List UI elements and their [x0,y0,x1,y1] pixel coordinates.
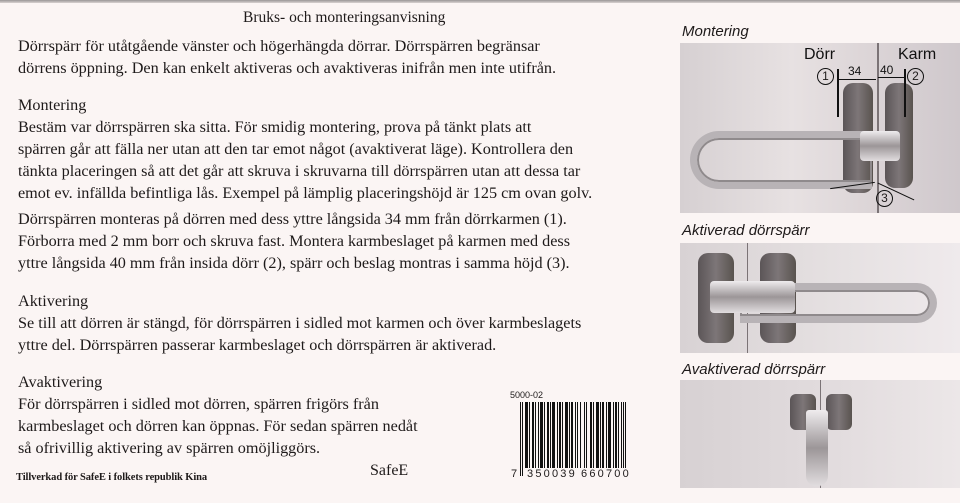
barcode-bars [520,402,638,476]
intro-line: dörrens öppning. Den kan enkelt aktiveras och avaktiveras inifrån men inte utifrån. [18,59,557,77]
door-label: Dörr [804,46,836,63]
intro-line: Dörrspärr för utåtgående vänster och högerhängda dörrar. Dörrspärren begränsar [18,37,540,55]
dimension-40: 40 [880,63,894,77]
deactivated-photo [680,380,960,488]
section-aktivering [18,290,581,356]
paragraph-line: yttre långsida 40 mm från insida dörr (2), spärr och beslag montras i samma höjd (3). [18,254,570,272]
door-frame-seam [877,43,879,213]
section-montering [18,94,592,204]
dimension-line [878,77,904,78]
paragraph-line: så ofrivillig aktivering av spärren omöjliggörs. [18,439,321,457]
mounting-photo [680,43,960,213]
article-code: 5000-02 [510,390,544,400]
figure-label-montering: Montering [682,23,749,40]
marker-3: 3 [876,190,893,207]
paragraph-line: Dörrspärren monteras på dörren med dess yttre långsida 34 mm från dörrkarmen (1). [18,210,567,228]
section-heading: Montering [18,96,87,114]
section-montering-details [18,208,570,274]
frame-plate [826,394,852,430]
paragraph-line: karmbeslaget och dörren kan öppnas. För sedan spärren nedåt [18,417,418,435]
intro-paragraph [18,35,556,79]
dimension-line [904,69,906,117]
dimension-line [837,69,839,117]
barcode [510,390,640,490]
lock-arm [690,131,872,189]
paragraph-line: Se till att dörren är stängd, för dörrspärren i sidled mot karmen och över karmbeslagets [18,314,582,332]
dimension-34: 34 [848,64,862,78]
document-title: Bruks- och monteringsanvisning [243,9,446,26]
hinge [860,131,900,161]
paragraph-line: Förborra med 2 mm borr och skruva fast. Montera karmbeslaget på karmen med dess [18,232,571,250]
barcode-digits-left: 350039 [527,468,577,480]
section-heading: Avaktivering [18,373,103,391]
marker-1: 1 [817,68,834,85]
paragraph-line: emot ev. infällda befintliga lås. Exempel på lämplig placeringshöjd är 125 cm ovan golv. [18,184,593,202]
scan-top-edge [0,0,960,3]
manufacturer-note: Tillverkad för SafeE i folkets republik Kina [16,472,208,483]
paragraph-line: tänkta placeringen så att det går att skruva i skruvarna till dörrspärren utan att dessa tar [18,162,581,180]
paragraph-line: Bestäm var dörrspärren ska sitta. För smidig montering, prova på tänkt plats att [18,118,532,136]
figure-label-avaktiverad: Avaktiverad dörrspärr [682,361,826,378]
brand-name: SafeE [370,462,409,479]
dimension-line [838,79,876,80]
paragraph-line: yttre del. Dörrspärren passerar karmbeslaget och dörrspärren är aktiverad. [18,336,497,354]
hinge [710,281,795,313]
activated-photo [680,243,960,353]
marker-2: 2 [907,68,924,85]
barcode-digits-right: 660700 [581,468,631,480]
lock-arm-hanging [806,410,828,486]
section-heading: Aktivering [18,292,89,310]
barcode-digit-first: 7 [511,468,520,480]
figure-label-aktiverad: Aktiverad dörrspärr [682,222,810,239]
paragraph-line: spärren går att fälla ner utan att den tar emot något (avaktiverat läge). Kontrollera den [18,140,574,158]
frame-label: Karm [898,46,937,63]
paragraph-line: För dörrspärren i sidled mot dörren, spärren frigörs från [18,395,379,413]
section-avaktivering [18,371,418,459]
